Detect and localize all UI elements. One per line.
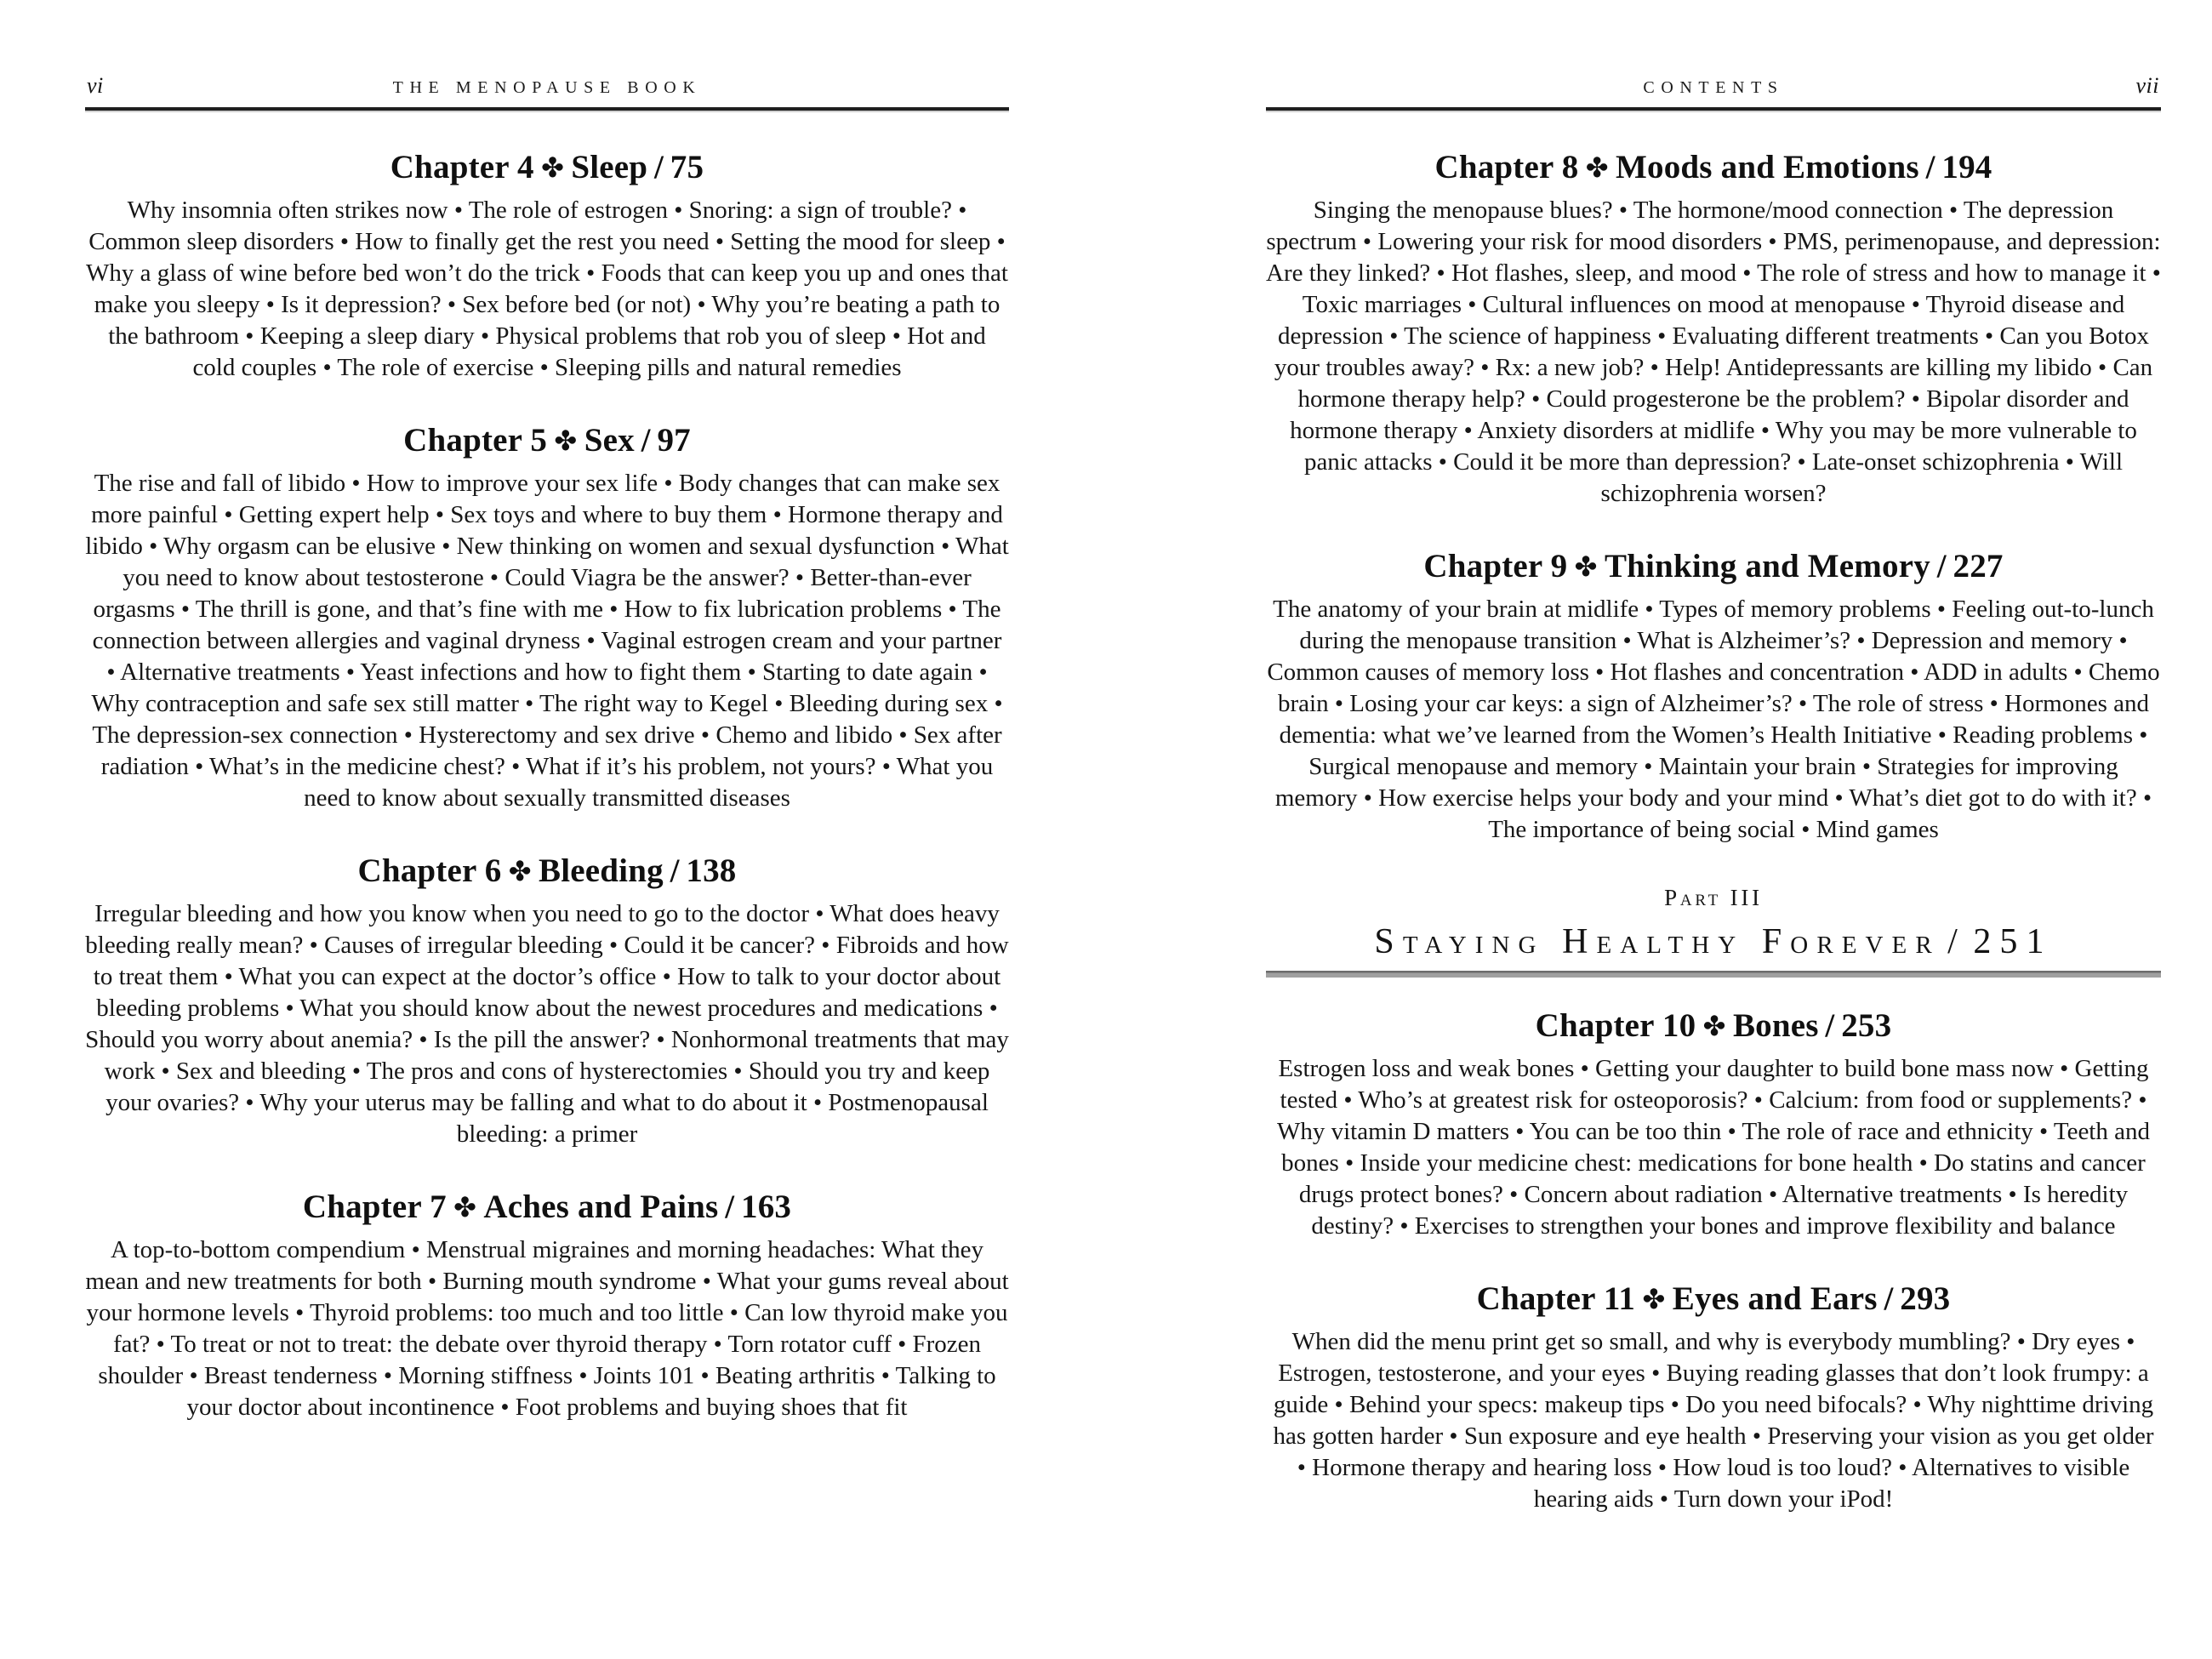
toc-chapter-6 [85, 852, 1009, 1150]
fleuron-icon: ✤ [508, 855, 532, 888]
chapter-title: Bleeding [539, 852, 664, 889]
page-number-separator: / [1884, 1280, 1894, 1317]
page-number-folio: vi [87, 73, 104, 98]
chapter-summary: When did the menu print get so small, and why is everybody mumbling? • Dry eyes • Estrogen, testosterone, and your eyes • Buying reading glasses that don’t look frumpy: a guide • Behind your specs: makeup tips • Do you need bifocals? • Why nighttime driving has gotten harder • Sun exposure and eye health • Preserving your vision as you get older • Hormone therapy and hearing loss • How loud is too loud? • Alternatives to visible hearing aids • Turn down your iPod! [1273, 1328, 2154, 1513]
chapter-title: Sex [584, 422, 635, 459]
chapter-title: Sleep [571, 149, 648, 185]
fleuron-icon: ✤ [1702, 1010, 1726, 1043]
chapter-summary: Singing the menopause blues? • The hormone/mood connection • The depression spectrum • Lowering your risk for mood disorders • PMS, perimenopause, and depression: Are they linked? • Hot flashes, sleep, and mood • The role of stress and how to manage it • Toxic marriages • Cultural influences on mood at menopause • Thyroid disease and depression • The science of happiness • Evaluating different treatments • Can you Botox your troubles away? • Rx: a new job? • Help! Antidepressants are killing my libido • Can hormone therapy help? • Could progesterone be the problem? • Bipolar disorder and hormone therapy • Anxiety disorders at midlife • Why you may be more vulnerable to panic attacks • Could it be more than depression? • Late-onset schizophrenia • Will schizophrenia worsen? [1266, 197, 2161, 507]
chapter-label: Chapter 7 [302, 1189, 447, 1225]
chapter-page-number: 227 [1953, 548, 2004, 584]
chapter-title: Eyes and Ears [1672, 1280, 1878, 1317]
chapter-summary: A top-to-bottom compendium • Menstrual migraines and morning headaches: What they mean and new treatments for both • Burning mouth syndrome • What your gums reveal about your hormone levels • Thyroid problems: too much and too little • Can low thyroid make you fat? • To treat or not to treat: the debate over thyroid therapy • Torn rotator cuff • Frozen shoulder • Breast tenderness • Morning stiffness • Joints 101 • Beating arthritis • Talking to your doctor about incontinence • Foot problems and buying shoes that fit [85, 1236, 1009, 1421]
left-page-header [85, 73, 1009, 111]
page-number-separator: / [1947, 922, 1966, 961]
chapter-label: Chapter 8 [1434, 149, 1579, 185]
toc-chapter-4 [85, 148, 1009, 384]
page-number-folio: vii [2135, 73, 2159, 98]
chapter-page-number: 97 [657, 422, 691, 459]
fleuron-icon: ✤ [1585, 151, 1609, 185]
chapter-summary: Why insomnia often strikes now • The role of estrogen • Snoring: a sign of trouble? • Common sleep disorders • How to finally get the rest you need • Setting the mood for sleep • Why a glass of wine before bed won’t do the trick • Foods that can keep you up and ones that make you sleepy • Is it depression? • Sex before bed (or not) • Why you’re beating a path to the bathroom • Keeping a sleep diary • Physical problems that rob you of sleep • Hot and cold couples • The role of exercise • Sleeping pills and natural remedies [86, 197, 1008, 381]
chapter-heading [1266, 547, 2161, 585]
page-number-separator: / [725, 1189, 735, 1225]
chapter-summary: Irregular bleeding and how you know when you need to go to the doctor • What does heavy bleeding really mean? • Causes of irregular bleeding • Could it be cancer? • Fibroids and how to treat them • What you can expect at the doctor’s office • How to talk to your doctor about bleeding problems • What you should know about the newest procedures and medications • Should you worry about anemia? • Is the pill the answer? • Nonhormonal treatments that may work • Sex and bleeding • The pros and cons of hysterectomies • Should you try and keep your ovaries? • Why your uterus may be falling and what to do about it • Postmenopausal bleeding: a primer [85, 900, 1009, 1148]
toc-chapter-9 [1266, 547, 2161, 846]
chapter-title: Bones [1732, 1007, 1819, 1044]
chapter-label: Chapter 4 [390, 149, 534, 185]
fleuron-icon: ✤ [554, 425, 578, 458]
chapter-heading [1266, 148, 2161, 186]
chapter-heading [1266, 1280, 2161, 1318]
part-divider [1266, 885, 2161, 978]
chapter-label: Chapter 9 [1423, 548, 1568, 584]
fleuron-icon: ✤ [1574, 550, 1598, 584]
page-number-separator: / [653, 149, 664, 185]
left-page [85, 0, 1009, 1515]
page-number-separator: / [1925, 149, 1936, 185]
chapter-heading [1266, 1006, 2161, 1045]
chapter-heading [85, 148, 1009, 186]
toc-chapter-7 [85, 1188, 1009, 1423]
page-number-separator: / [670, 852, 680, 889]
right-page-header [1266, 73, 2161, 111]
chapter-summary: The anatomy of your brain at midlife • Types of memory problems • Feeling out-to-lunch during the menopause transition • What is Alzheimer’s? • Depression and memory • Common causes of memory loss • Hot flashes and concentration • ADD in adults • Chemo brain • Losing your car keys: a sign of Alzheimer’s? • The role of stress • Hormones and dementia: what we’ve learned from the Women’s Health Initiative • Reading problems • Surgical menopause and memory • Maintain your brain • Strategies for improving memory • How exercise helps your body and your mind • What’s diet got to do with it? • The importance of being social • Mind games [1267, 596, 2160, 843]
chapter-label: Chapter 6 [357, 852, 502, 889]
chapter-title: Moods and Emotions [1616, 149, 1919, 185]
fleuron-icon: ✤ [541, 151, 565, 185]
page-number-separator: / [1936, 548, 1947, 584]
chapter-page-number: 293 [1900, 1280, 1951, 1317]
chapter-heading [85, 421, 1009, 459]
chapter-heading [85, 852, 1009, 890]
right-page [1266, 0, 2161, 1515]
chapter-page-number: 194 [1941, 149, 1993, 185]
chapter-page-number: 163 [741, 1189, 792, 1225]
part-label: Part III [1664, 885, 1763, 910]
toc-chapter-11 [1266, 1280, 2161, 1515]
part-title [1266, 921, 2161, 962]
chapter-page-number: 75 [670, 149, 704, 185]
part-page-number: 251 [1973, 922, 2053, 961]
chapter-page-number: 138 [686, 852, 737, 889]
chapter-page-number: 253 [1841, 1007, 1892, 1044]
chapter-heading [85, 1188, 1009, 1226]
chapter-label: Chapter 5 [403, 422, 548, 459]
chapter-label: Chapter 10 [1535, 1007, 1696, 1044]
toc-chapter-5 [85, 421, 1009, 814]
chapter-title: Thinking and Memory [1604, 548, 1930, 584]
fleuron-icon: ✤ [453, 1191, 477, 1224]
toc-chapter-10 [1266, 1006, 2161, 1242]
chapter-summary: Estrogen loss and weak bones • Getting your daughter to build bone mass now • Getting tested • Who’s at greatest risk for osteoporosis? • Calcium: from food or supplements? • Why vitamin D matters • You can be too thin • The role of race and ethnicity • Teeth and bones • Inside your medicine chest: medications for bone health • Do statins and cancer drugs protect bones? • Concern about radiation • Alternative treatments • Is heredity destiny? • Exercises to strengthen your bones and improve flexibility and balance [1277, 1055, 2150, 1240]
toc-chapter-8 [1266, 148, 2161, 510]
page-number-separator: / [1825, 1007, 1835, 1044]
part-title-text: Staying Healthy Forever [1374, 922, 1941, 961]
running-head: CONTENTS [1643, 78, 1784, 97]
chapter-label: Chapter 11 [1476, 1280, 1636, 1317]
part-divider-rule [1266, 971, 2161, 978]
chapter-title: Aches and Pains [483, 1189, 719, 1225]
page-number-separator: / [641, 422, 651, 459]
fleuron-icon: ✤ [1642, 1283, 1666, 1316]
running-head: THE MENOPAUSE BOOK [392, 78, 702, 97]
chapter-summary: The rise and fall of libido • How to improve your sex life • Body changes that can make sex more painful • Getting expert help • Sex toys and where to buy them • Hormone therapy and libido • Why orgasm can be elusive • New thinking on women and sexual dysfunction • What you need to know about testosterone • Could Viagra be the answer? • Better-than-ever orgasms • The thrill is gone, and that’s fine with me • How to fix lubrication problems • The connection between allergies and vaginal dryness • Vaginal estrogen cream and your partner • Alternative treatments • Yeast infections and how to fight them • Starting to date again • Why contraception and safe sex still matter • The right way to Kegel • Bleeding during sex • The depression-sex connection • Hysterectomy and sex drive • Chemo and libido • Sex after radiation • What’s in the medicine chest? • What if it’s his problem, not yours? • What you need to know about sexually transmitted diseases [85, 470, 1009, 812]
